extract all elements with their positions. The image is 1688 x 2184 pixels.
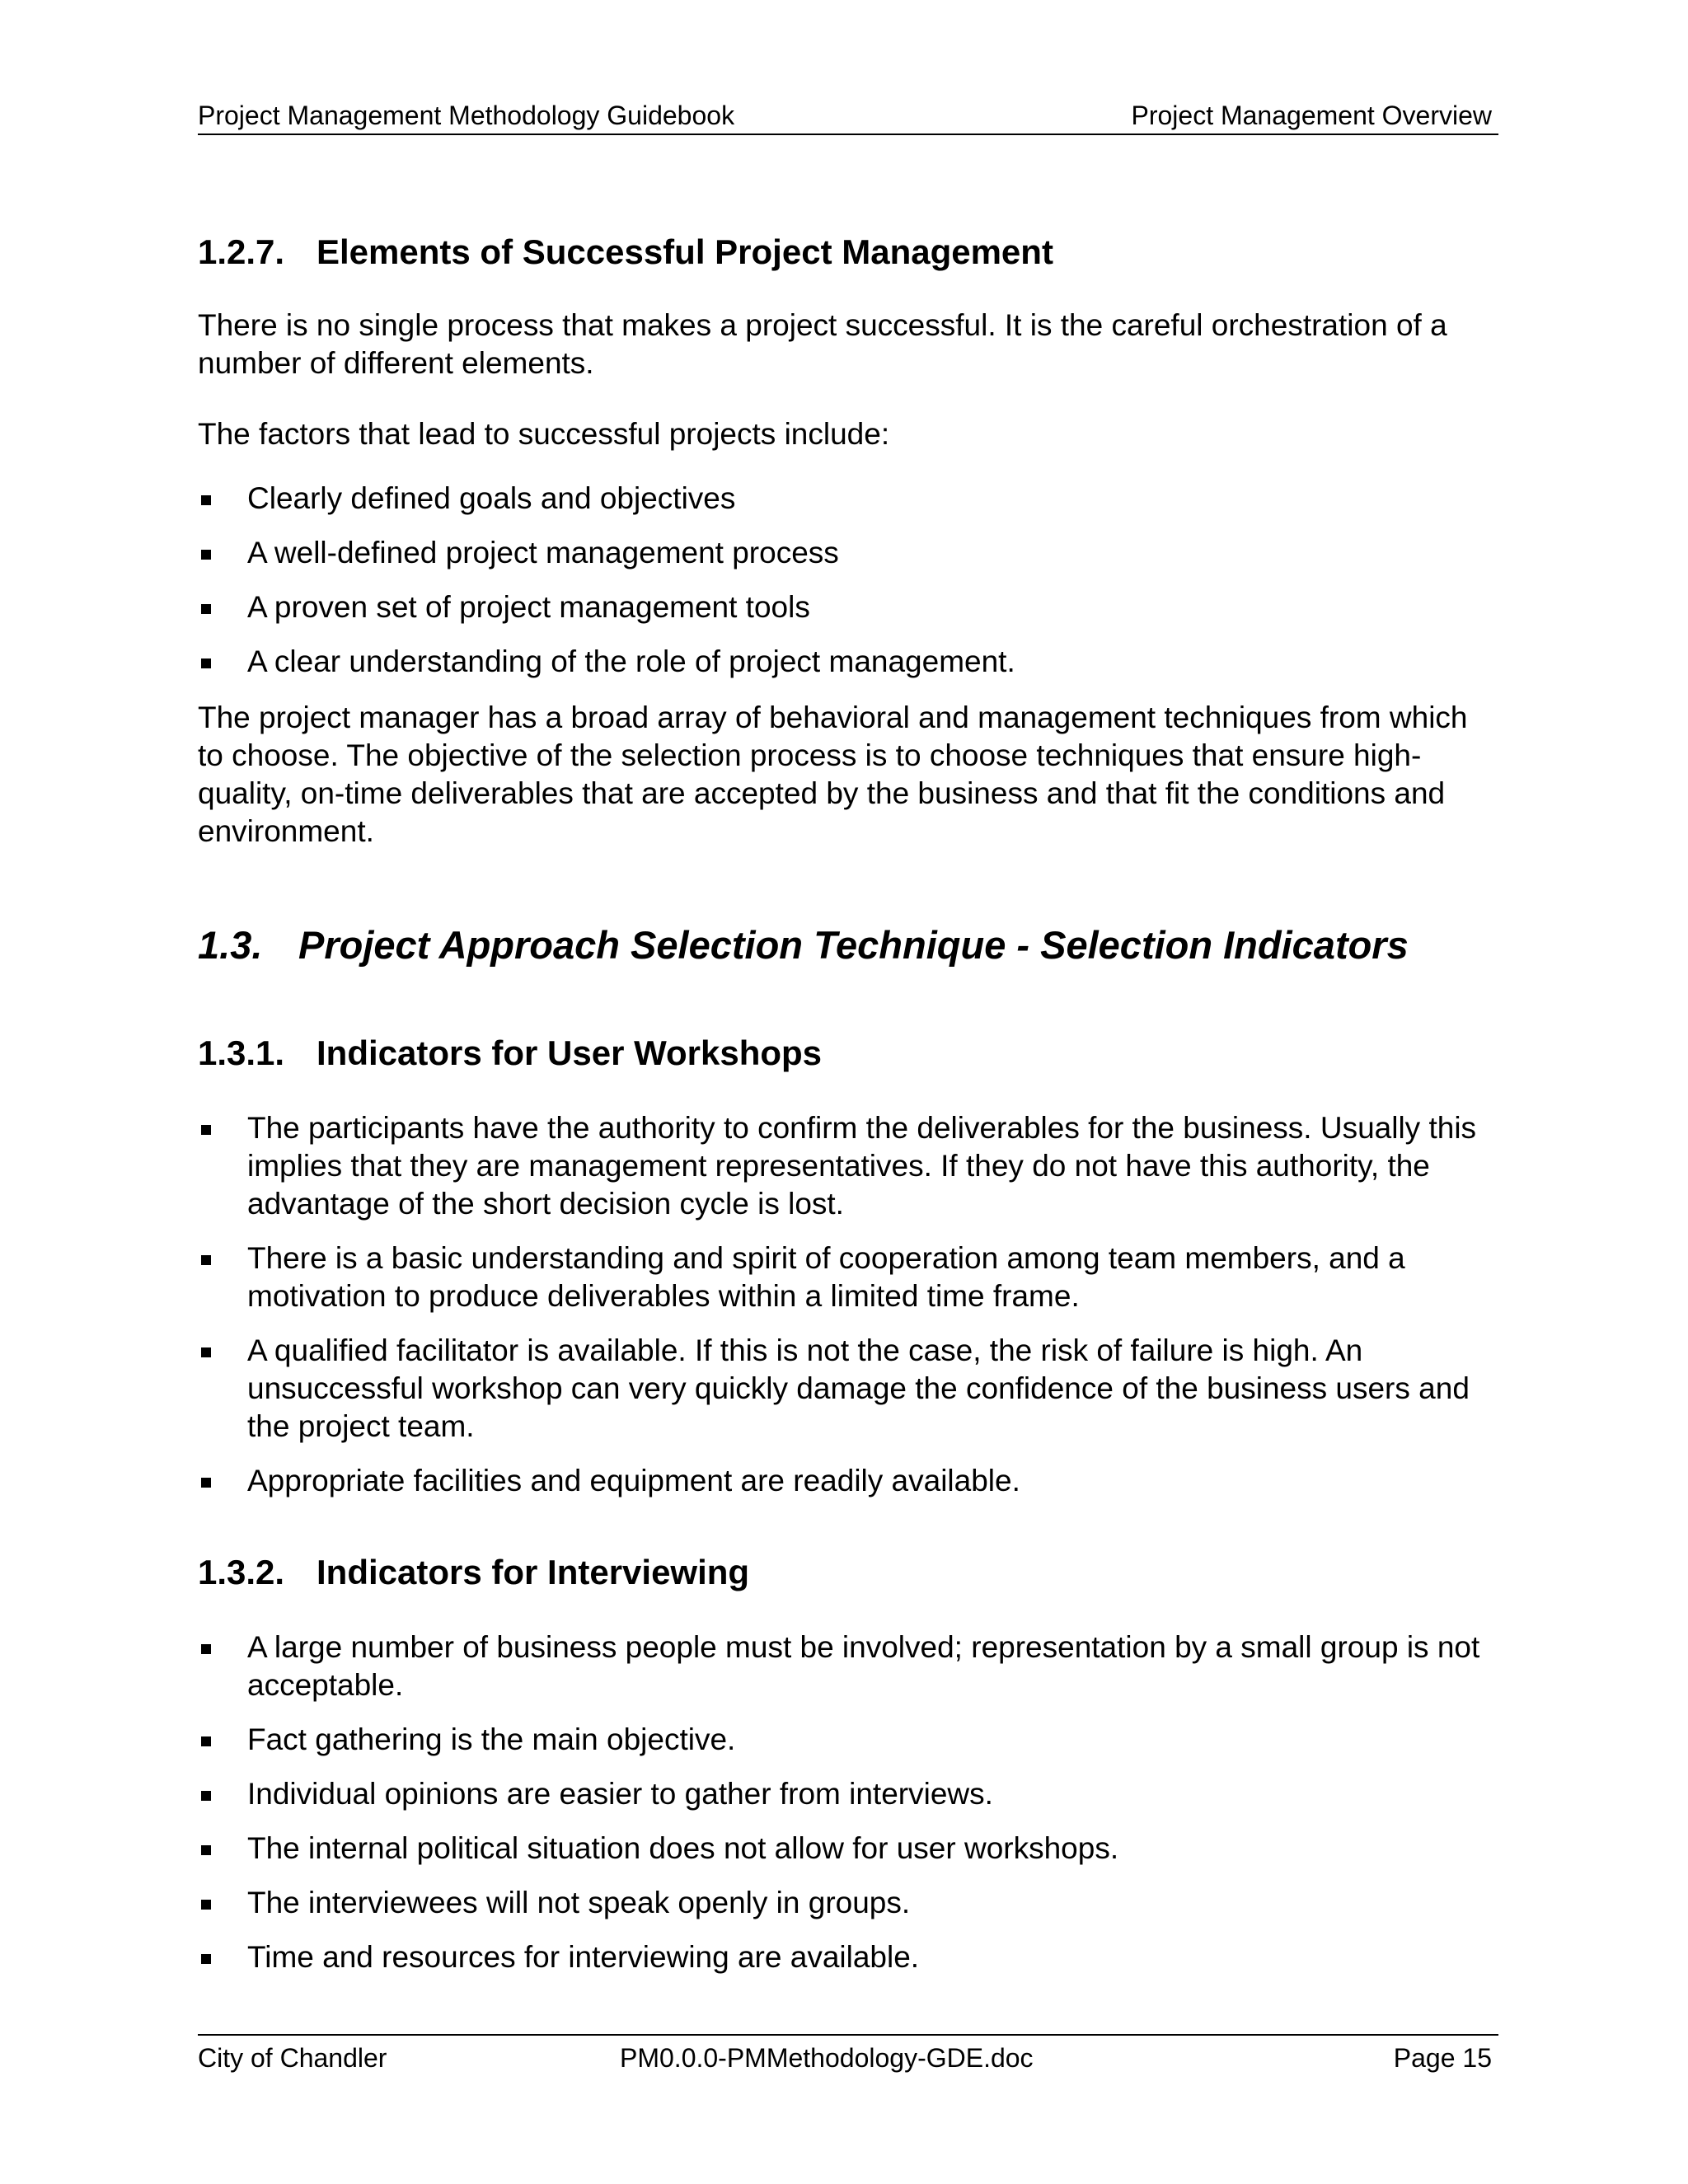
heading-number: 1.3.1. — [198, 1033, 285, 1072]
list-item: The participants have the authority to confirm the deliverables for the business. Usually this implies that they are management representatives. If they do not have this authority, the advantage of the short decision cycle is lost. — [198, 1109, 1500, 1223]
heading-number: 1.3. — [198, 923, 263, 967]
paragraph-factors-lead: The factors that lead to successful projects include: — [198, 417, 890, 451]
bullet-square-icon — [201, 495, 211, 505]
list-item: A large number of business people must be involved; representation by a small group is not acceptable. — [198, 1629, 1500, 1704]
user-workshop-indicators-list — [198, 1109, 1500, 1500]
heading-number: 1.2.7. — [198, 232, 285, 271]
bullet-square-icon — [201, 1736, 211, 1746]
list-item: Appropriate facilities and equipment are readily available. — [198, 1462, 1500, 1500]
list-item: Individual opinions are easier to gather from interviews. — [198, 1775, 1500, 1813]
bullet-square-icon — [201, 1954, 211, 1964]
heading-title: Indicators for Interviewing — [316, 1553, 750, 1591]
list-item: A proven set of project management tools — [198, 588, 1500, 626]
paragraph-project-manager: The project manager has a broad array of behavioral and management techniques from which to choose. The objective of the selection process is to choose techniques that ensure high-quality, on-time deliverables that are accepted by the business and that fit the conditions and environment. — [198, 701, 1468, 848]
list-item: A well-defined project management process — [198, 534, 1500, 572]
bullet-square-icon — [201, 1845, 211, 1855]
list-item: The internal political situation does not allow for user workshops. — [198, 1830, 1500, 1868]
heading-1-3 — [198, 921, 1500, 969]
success-factors-list — [198, 480, 1500, 681]
page-footer — [198, 2034, 1498, 2074]
bullet-square-icon — [201, 1644, 211, 1654]
interviewing-indicators-list — [198, 1629, 1500, 1976]
header-chapter-title: Project Management Overview — [1131, 101, 1492, 130]
bullet-square-icon — [201, 1900, 211, 1910]
page-content — [198, 231, 1500, 1976]
heading-title: Project Approach Selection Technique - Selection Indicators — [298, 923, 1409, 967]
heading-1-2-7 — [198, 231, 1500, 274]
heading-number: 1.3.2. — [198, 1553, 285, 1591]
list-item: Time and resources for interviewing are available. — [198, 1938, 1500, 1976]
heading-1-3-1 — [198, 1032, 1500, 1075]
footer-organization: City of Chandler — [198, 2043, 387, 2073]
footer-filename: PM0.0.0-PMMethodology-GDE.doc — [620, 2043, 1034, 2073]
bullet-square-icon — [201, 1791, 211, 1801]
header-document-title: Project Management Methodology Guidebook — [198, 101, 735, 130]
heading-title: Indicators for User Workshops — [316, 1033, 823, 1072]
heading-title: Elements of Successful Project Management — [316, 232, 1053, 271]
list-item: A clear understanding of the role of project management. — [198, 643, 1500, 681]
list-item: Clearly defined goals and objectives — [198, 480, 1500, 518]
list-item: The interviewees will not speak openly in groups. — [198, 1884, 1500, 1922]
list-item: Fact gathering is the main objective. — [198, 1721, 1500, 1759]
bullet-square-icon — [201, 1255, 211, 1265]
page-header — [198, 97, 1498, 135]
bullet-square-icon — [201, 1347, 211, 1357]
bullet-square-icon — [201, 1125, 211, 1135]
paragraph-intro: There is no single process that makes a project successful. It is the careful orchestration of a number of different elements. — [198, 308, 1447, 380]
bullet-square-icon — [201, 1478, 211, 1488]
list-item: A qualified facilitator is available. If this is not the case, the risk of failure is high. An unsuccessful workshop can very quickly damage the confidence of the business users and the project team. — [198, 1332, 1500, 1446]
list-item: There is a basic understanding and spirit of cooperation among team members, and a motivation to produce deliverables within a limited time frame. — [198, 1240, 1500, 1315]
bullet-square-icon — [201, 550, 211, 560]
heading-1-3-2 — [198, 1551, 1500, 1594]
footer-page-number: Page 15 — [1393, 2043, 1492, 2073]
bullet-square-icon — [201, 604, 211, 614]
bullet-square-icon — [201, 658, 211, 668]
